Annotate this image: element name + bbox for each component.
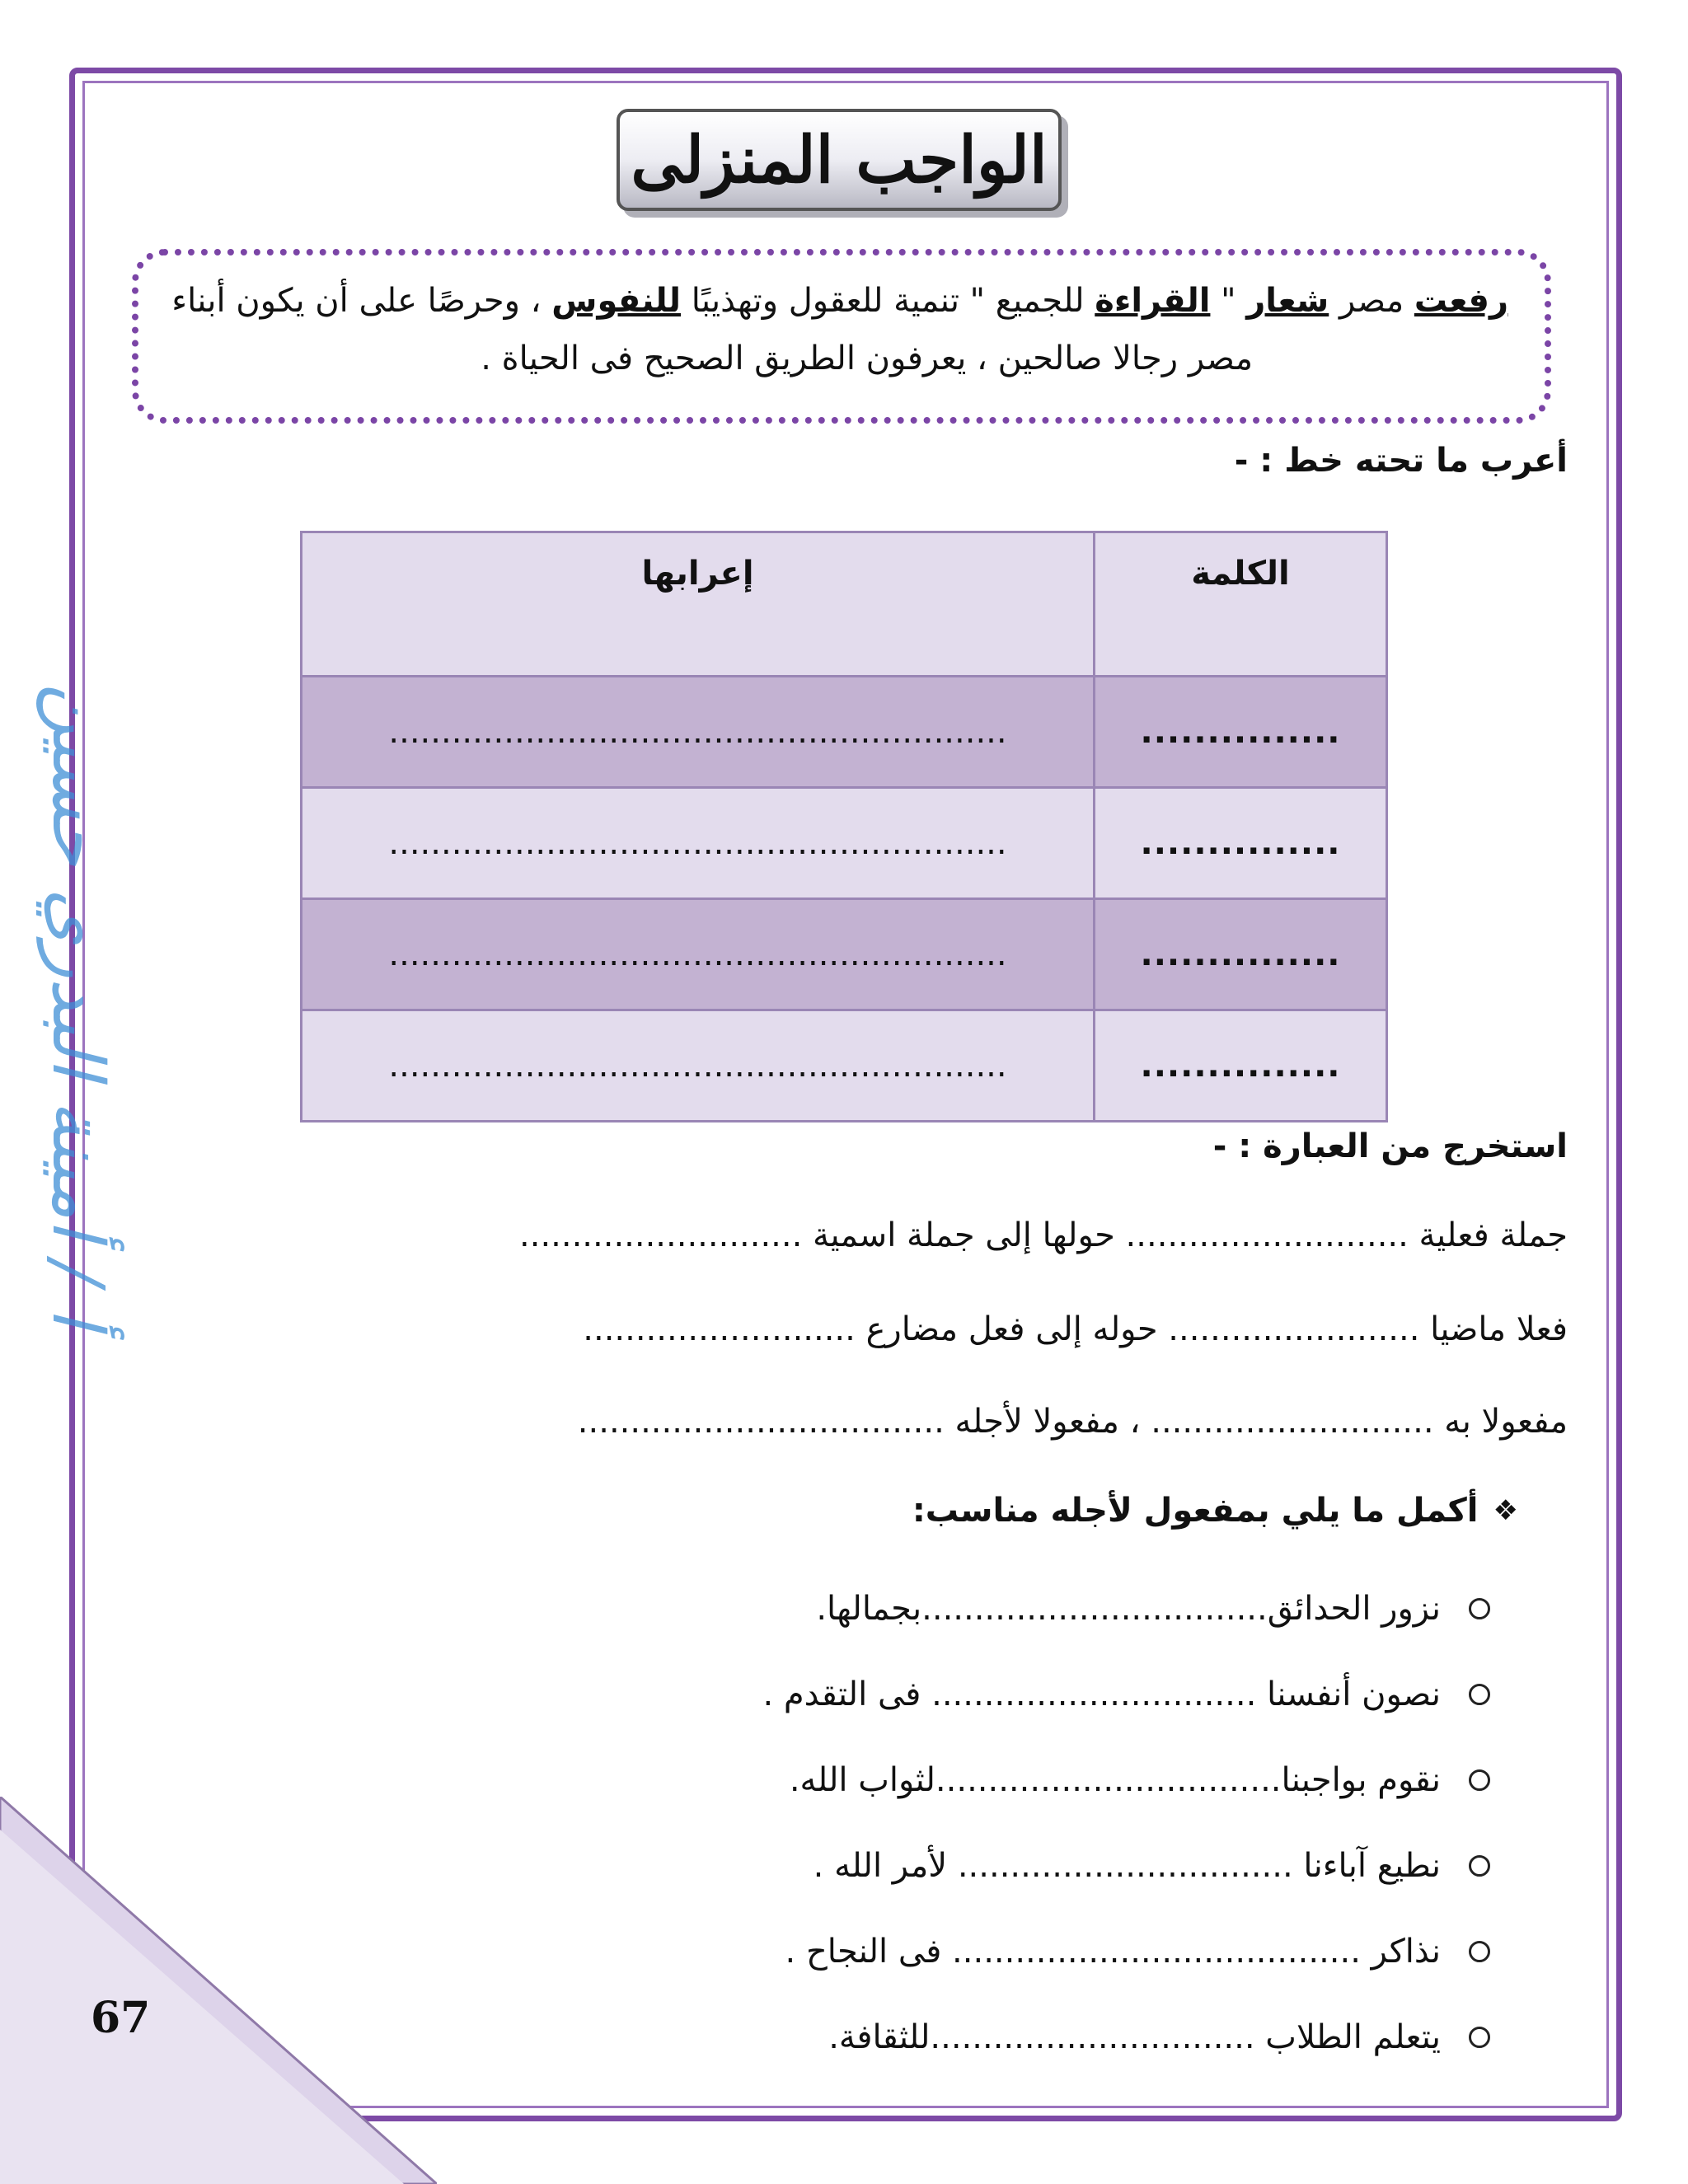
side-signature-text: أ / أمينة البدري حسين	[36, 683, 119, 1328]
extract-line-verbal-sentence[interactable]: جملة فعلية ........................... حولها إلى جملة اسمية ...........................	[519, 1216, 1568, 1254]
list-item[interactable]	[762, 1823, 1490, 1909]
list-item[interactable]	[762, 1994, 1490, 2080]
page-title: الواجب المنزلى	[631, 122, 1048, 198]
passage-fragment: للجميع " تنمية للعقول وتهذيبًا	[681, 282, 1095, 320]
sentence-text: يتعلم الطلاب ...............................للثقافة.	[828, 2018, 1441, 2056]
circle-bullet-icon	[1469, 1684, 1490, 1705]
list-item[interactable]	[762, 1652, 1490, 1737]
parse-blank[interactable]: ...........................................................	[302, 899, 1095, 1010]
table-header-row	[302, 532, 1387, 677]
circle-bullet-icon	[1469, 2027, 1490, 2048]
passage-fragment: مصر	[1329, 282, 1414, 320]
word-blank[interactable]: ...............	[1095, 1010, 1387, 1122]
list-item[interactable]	[762, 1566, 1490, 1652]
list-item[interactable]	[762, 1909, 1490, 1994]
table-row	[302, 899, 1387, 1010]
sentence-text: نذاكر ....................................... فى النجاح .	[785, 1933, 1441, 1971]
passage-fragment: ، وحرصًا على أن يكون أبناء	[171, 282, 552, 320]
passage-text	[165, 272, 1508, 387]
passage-line-1	[165, 272, 1508, 330]
side-signature	[36, 683, 119, 1328]
parsing-heading: أعرب ما تحته خط : -	[1234, 442, 1568, 480]
diamond-bullet-icon: ❖	[1493, 1494, 1518, 1527]
sentence-text: نطيع آباءنا ................................ لأمر الله .	[813, 1847, 1441, 1885]
header-word: الكلمة	[1095, 532, 1387, 677]
parsing-table	[300, 531, 1388, 1122]
title-box	[617, 109, 1062, 211]
table-row	[302, 677, 1387, 788]
list-item[interactable]	[762, 1737, 1490, 1823]
sentence-list	[762, 1566, 1490, 2080]
word-blank[interactable]: ...............	[1095, 788, 1387, 899]
circle-bullet-icon	[1469, 1941, 1490, 1962]
extract-line-objects[interactable]: مفعولا به ........................... ، مفعولا لأجله ...................................	[577, 1403, 1568, 1441]
underlined-word: رفعت	[1414, 282, 1508, 320]
table-row	[302, 788, 1387, 899]
sentence-text: نقوم بواجبنا.................................لثواب الله.	[789, 1761, 1441, 1799]
circle-bullet-icon	[1469, 1598, 1490, 1619]
underlined-word: شعار	[1246, 282, 1329, 320]
complete-heading-text: أكمل ما يلي بمفعول لأجله مناسب:	[912, 1492, 1479, 1530]
complete-heading	[912, 1492, 1518, 1530]
parse-blank[interactable]: ...........................................................	[302, 1010, 1095, 1122]
header-parse: إعرابها	[302, 532, 1095, 677]
page-number: 67	[91, 1993, 151, 2043]
circle-bullet-icon	[1469, 1855, 1490, 1877]
parse-blank[interactable]: ...........................................................	[302, 677, 1095, 788]
passage-line-2: مصر رجالا صالحين ، يعرفون الطريق الصحيح فى الحياة .	[481, 340, 1253, 377]
sentence-text: نصون أنفسنا ............................... فى التقدم .	[762, 1675, 1441, 1713]
table-row	[302, 1010, 1387, 1122]
circle-bullet-icon	[1469, 1769, 1490, 1791]
parse-blank[interactable]: ...........................................................	[302, 788, 1095, 899]
underlined-word: القراءة	[1095, 282, 1211, 320]
word-blank[interactable]: ...............	[1095, 899, 1387, 1010]
extract-line-past-verb[interactable]: فعلا ماضيا ........................ حوله إلى فعل مضارع ..........................	[583, 1310, 1568, 1348]
word-blank[interactable]: ...............	[1095, 677, 1387, 788]
corner-decoration	[0, 1797, 437, 2184]
extract-heading: استخرج من العبارة : -	[1212, 1127, 1568, 1165]
passage-fragment: "	[1210, 282, 1247, 320]
underlined-word: للنفوس	[551, 282, 682, 320]
sentence-text: نزور الحدائق.................................بجمالها.	[816, 1590, 1441, 1628]
